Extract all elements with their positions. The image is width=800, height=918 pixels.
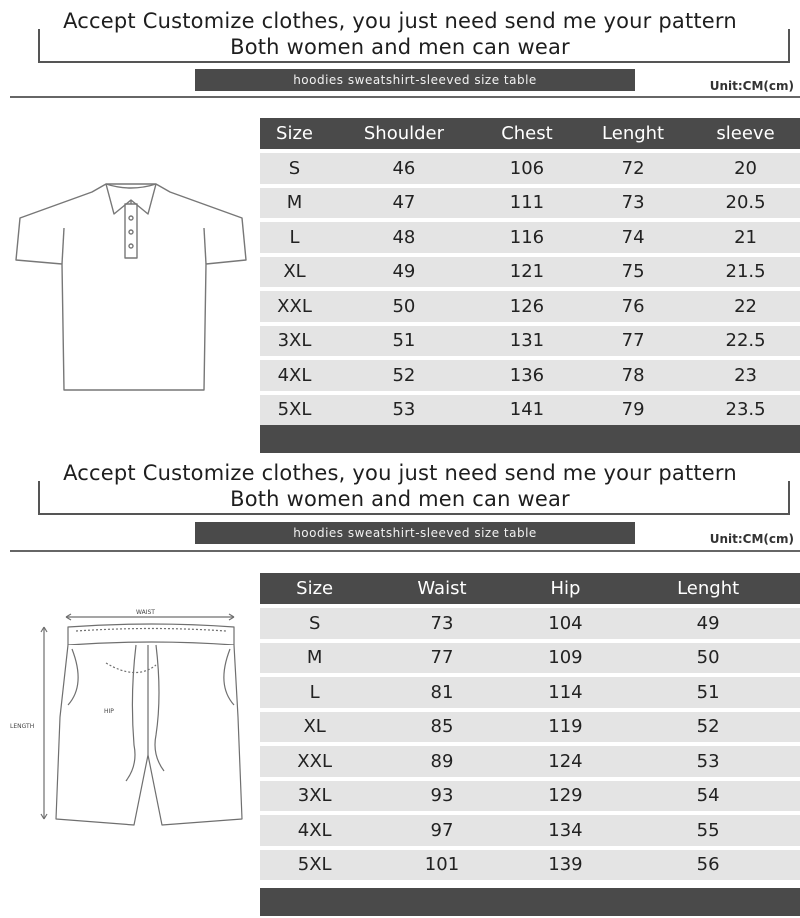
size-table-banner: hoodies sweatshirt-sleeved size table: [195, 69, 635, 91]
cell-shoulder: 53: [329, 395, 479, 426]
cell-hip: 139: [515, 850, 617, 881]
cell-size: 3XL: [260, 781, 369, 812]
waist-label: WAIST: [136, 609, 155, 616]
cell-waist: 93: [369, 781, 514, 812]
table-row: [260, 291, 800, 322]
cell-chest: 136: [479, 360, 575, 391]
cell-length: 75: [575, 257, 691, 288]
table-header-row: [260, 118, 800, 149]
cell-size: 4XL: [260, 360, 329, 391]
cell-length: 78: [575, 360, 691, 391]
shorts-size-table: [260, 569, 800, 884]
cell-chest: 126: [479, 291, 575, 322]
cell-sleeve: 23: [691, 360, 800, 391]
headline-bracket: [38, 481, 790, 515]
shirt-size-table: [260, 114, 800, 429]
cell-sleeve: 23.5: [691, 395, 800, 426]
table-row: [260, 360, 800, 391]
table-row: [260, 712, 800, 743]
cell-length: 49: [616, 608, 800, 639]
hip-label: HIP: [104, 708, 114, 715]
col-length: Lenght: [575, 118, 691, 149]
cell-size: 4XL: [260, 815, 369, 846]
cell-length: 73: [575, 188, 691, 219]
cell-sleeve: 21.5: [691, 257, 800, 288]
cell-sleeve: 21: [691, 222, 800, 253]
cell-sleeve: 20: [691, 153, 800, 184]
table-row: [260, 677, 800, 708]
cell-length: 55: [616, 815, 800, 846]
shirt-size-section: [0, 0, 800, 455]
cell-size: M: [260, 643, 369, 674]
headline-line2: Both women and men can wear: [230, 487, 570, 511]
cell-length: 77: [575, 326, 691, 357]
headline-line2: Both women and men can wear: [230, 35, 570, 59]
table-row: [260, 395, 800, 426]
col-sleeve: sleeve: [691, 118, 800, 149]
cell-length: 56: [616, 850, 800, 881]
cell-shoulder: 51: [329, 326, 479, 357]
table-row: [260, 153, 800, 184]
cell-length: 53: [616, 746, 800, 777]
table-row: [260, 746, 800, 777]
table-row: [260, 781, 800, 812]
table-row: [260, 222, 800, 253]
table-row: [260, 326, 800, 357]
cell-shoulder: 48: [329, 222, 479, 253]
divider: [10, 96, 800, 98]
cell-waist: 77: [369, 643, 514, 674]
cell-length: 79: [575, 395, 691, 426]
cell-chest: 116: [479, 222, 575, 253]
cell-size: M: [260, 188, 329, 219]
cell-shoulder: 46: [329, 153, 479, 184]
cell-length: 52: [616, 712, 800, 743]
col-size: Size: [260, 573, 369, 604]
cell-size: XL: [260, 257, 329, 288]
cell-hip: 114: [515, 677, 617, 708]
shorts-size-section: [0, 455, 800, 918]
cell-sleeve: 22.5: [691, 326, 800, 357]
cell-length: 74: [575, 222, 691, 253]
cell-size: L: [260, 677, 369, 708]
cell-size: S: [260, 153, 329, 184]
cell-hip: 109: [515, 643, 617, 674]
table-footer-bar: [260, 888, 800, 916]
cell-size: 5XL: [260, 850, 369, 881]
col-size: Size: [260, 118, 329, 149]
cell-length: 72: [575, 153, 691, 184]
table-row: [260, 257, 800, 288]
table-footer-bar: [260, 425, 800, 453]
table-row: [260, 188, 800, 219]
cell-size: S: [260, 608, 369, 639]
cell-waist: 85: [369, 712, 514, 743]
cell-sleeve: 20.5: [691, 188, 800, 219]
headline-bracket: [38, 29, 790, 63]
table-row: [260, 643, 800, 674]
cell-length: 76: [575, 291, 691, 322]
cell-chest: 141: [479, 395, 575, 426]
cell-hip: 104: [515, 608, 617, 639]
cell-length: 50: [616, 643, 800, 674]
length-label: LENGTH: [10, 723, 35, 730]
cell-size: 5XL: [260, 395, 329, 426]
cell-size: L: [260, 222, 329, 253]
unit-label: Unit:CM(cm): [709, 79, 794, 93]
cell-waist: 97: [369, 815, 514, 846]
cell-sleeve: 22: [691, 291, 800, 322]
polo-shirt-icon: [12, 178, 250, 396]
col-length: Lenght: [616, 573, 800, 604]
cell-length: 51: [616, 677, 800, 708]
col-waist: Waist: [369, 573, 514, 604]
cell-waist: 101: [369, 850, 514, 881]
cell-shoulder: 52: [329, 360, 479, 391]
cell-hip: 129: [515, 781, 617, 812]
cell-size: 3XL: [260, 326, 329, 357]
divider: [10, 550, 800, 552]
cell-chest: 121: [479, 257, 575, 288]
cell-length: 54: [616, 781, 800, 812]
col-shoulder: Shoulder: [329, 118, 479, 149]
cell-chest: 106: [479, 153, 575, 184]
cell-hip: 119: [515, 712, 617, 743]
cell-size: XXL: [260, 291, 329, 322]
cell-waist: 89: [369, 746, 514, 777]
cell-chest: 131: [479, 326, 575, 357]
cell-chest: 111: [479, 188, 575, 219]
cell-shoulder: 49: [329, 257, 479, 288]
table-row: [260, 608, 800, 639]
cell-size: XXL: [260, 746, 369, 777]
col-chest: Chest: [479, 118, 575, 149]
shorts-icon: [6, 605, 252, 837]
cell-hip: 134: [515, 815, 617, 846]
col-hip: Hip: [515, 573, 617, 604]
table-header-row: [260, 573, 800, 604]
cell-shoulder: 47: [329, 188, 479, 219]
cell-size: XL: [260, 712, 369, 743]
table-row: [260, 815, 800, 846]
table-row: [260, 850, 800, 881]
size-table-banner: hoodies sweatshirt-sleeved size table: [195, 522, 635, 544]
cell-waist: 73: [369, 608, 514, 639]
headline-line1: Accept Customize clothes, you just need send me your pattern: [63, 461, 737, 485]
cell-shoulder: 50: [329, 291, 479, 322]
cell-hip: 124: [515, 746, 617, 777]
headline-line1: Accept Customize clothes, you just need send me your pattern: [63, 9, 737, 33]
unit-label: Unit:CM(cm): [709, 532, 794, 546]
cell-waist: 81: [369, 677, 514, 708]
